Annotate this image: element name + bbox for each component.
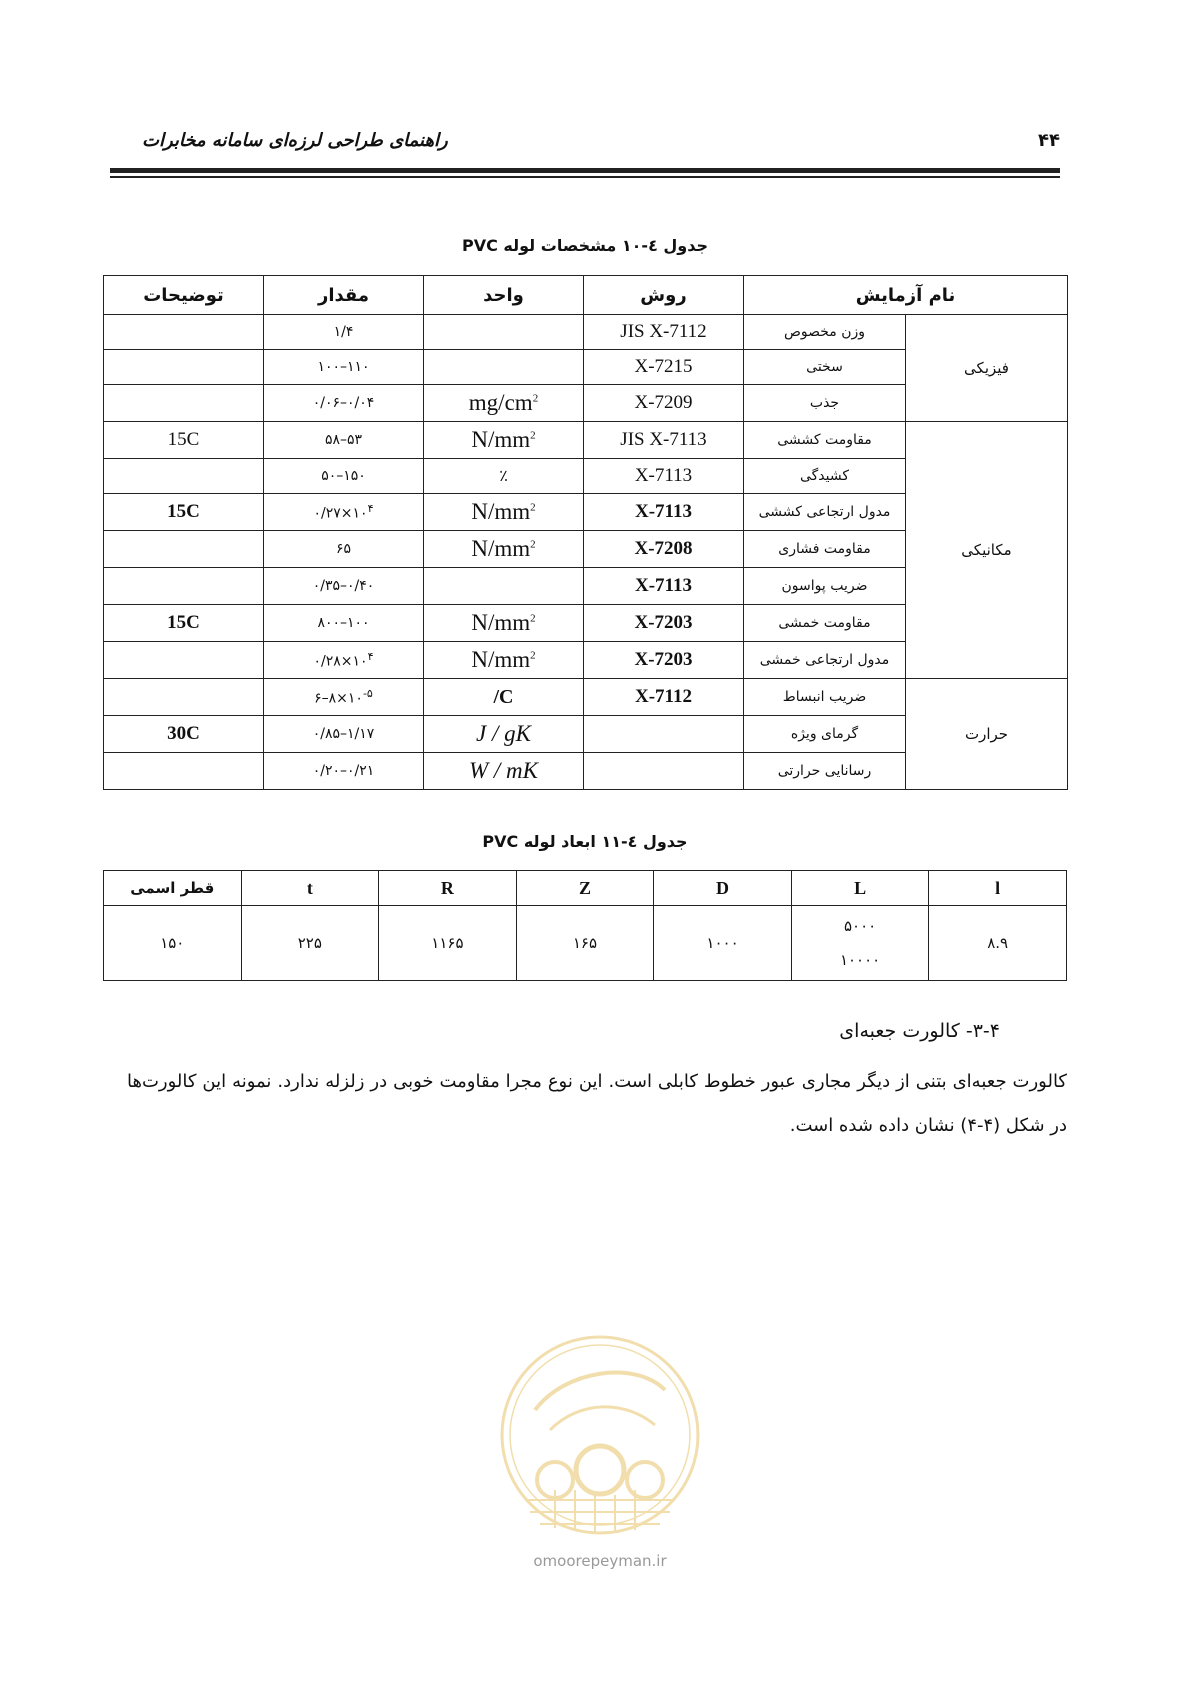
cell-value bbox=[264, 494, 424, 531]
cell-method: X-7215 bbox=[584, 350, 744, 385]
cell-test: مقاومت فشاری bbox=[744, 531, 906, 568]
cell-unit: W / mK bbox=[424, 753, 584, 790]
unit-exponent: 2 bbox=[530, 649, 536, 662]
cell-notes bbox=[104, 642, 264, 679]
cell-test: رسانایی حرارتی bbox=[744, 753, 906, 790]
cell-method: X-7113 bbox=[584, 494, 744, 531]
group-thermal: حرارت bbox=[906, 679, 1068, 790]
cell-notes bbox=[104, 350, 264, 385]
header-method: روش bbox=[584, 276, 744, 315]
header-rule-thick bbox=[110, 168, 1060, 173]
cell-value: ۰/۳۵–۰/۴۰ bbox=[264, 568, 424, 605]
table-row bbox=[104, 422, 1068, 459]
cell-unit bbox=[424, 531, 584, 568]
cell-t: ۲۲۵ bbox=[241, 906, 379, 981]
unit-text: N/mm bbox=[471, 427, 531, 452]
header-nominal-diameter: قطر اسمی bbox=[104, 871, 242, 906]
cell-test: گرمای ویژه bbox=[744, 716, 906, 753]
cell-l-value-1: ۵۰۰۰ bbox=[843, 917, 877, 935]
cell-method bbox=[584, 753, 744, 790]
cell-z: ۱۶۵ bbox=[516, 906, 654, 981]
book-title: راهنمای طراحی لرزه‌ای سامانه مخابرات bbox=[142, 130, 448, 151]
pvc-dimensions-table bbox=[103, 870, 1067, 981]
cell-method: X-7209 bbox=[584, 385, 744, 422]
cell-notes bbox=[104, 679, 264, 716]
cell-notes: 15C bbox=[104, 422, 264, 459]
header-z: Z bbox=[516, 871, 654, 906]
cell-notes bbox=[104, 385, 264, 422]
header-t: t bbox=[241, 871, 379, 906]
section-heading: ۳-۴- کالورت جعبه‌ای bbox=[839, 1020, 1000, 1042]
section-paragraph: کالورت جعبه‌ای بتنی از دیگر مجاری عبور خطوط کابلی است. این نوع مجرا مقاومت خوبی در زلزله ندارد. نمونه این کالورت‌ها در شکل (۴-۴) نشان داده شده است. bbox=[127, 1071, 1067, 1136]
header-notes: توضیحات bbox=[104, 276, 264, 315]
page-header bbox=[110, 120, 1060, 160]
unit-text: mg/cm bbox=[468, 390, 533, 415]
unit-text: N/mm bbox=[471, 499, 531, 524]
cell-unit: J / gK bbox=[424, 716, 584, 753]
unit-exponent: 2 bbox=[530, 612, 536, 625]
cell-test: مدول ارتجاعی خمشی bbox=[744, 642, 906, 679]
cell-notes bbox=[104, 753, 264, 790]
cell-test: ضریب پواسون bbox=[744, 568, 906, 605]
cell-method: JIS X-7113 bbox=[584, 422, 744, 459]
cell-test: ضریب انبساط bbox=[744, 679, 906, 716]
cell-test: سختی bbox=[744, 350, 906, 385]
cell-notes: 15C bbox=[104, 494, 264, 531]
cell-unit bbox=[424, 568, 584, 605]
cell-value: ۱/۴ bbox=[264, 315, 424, 350]
cell-method bbox=[584, 716, 744, 753]
cell-method: X-7203 bbox=[584, 642, 744, 679]
cell-unit bbox=[424, 422, 584, 459]
table-row bbox=[104, 906, 1067, 981]
cell-unit bbox=[424, 385, 584, 422]
cell-notes: 15C bbox=[104, 605, 264, 642]
cell-test: جذب bbox=[744, 385, 906, 422]
cell-method: X-7208 bbox=[584, 531, 744, 568]
cell-method: X-7113 bbox=[584, 568, 744, 605]
unit-exponent: 2 bbox=[532, 392, 539, 405]
pvc-specs-table bbox=[103, 275, 1068, 790]
cell-notes: 30C bbox=[104, 716, 264, 753]
group-physical: فیزیکی bbox=[906, 315, 1068, 422]
cell-notes bbox=[104, 531, 264, 568]
cell-value: ۵۰–۱۵۰ bbox=[264, 459, 424, 494]
cell-test: مقاومت کششی bbox=[744, 422, 906, 459]
table1-caption: جدول ٤-١٠ مشخصات لوله PVC bbox=[462, 236, 708, 255]
value-text: ۰/۲۷×۱۰ bbox=[313, 505, 368, 522]
group-mechanical: مکانیکی bbox=[906, 422, 1068, 679]
cell-unit bbox=[424, 605, 584, 642]
cell-notes bbox=[104, 315, 264, 350]
cell-r: ۱۱۶۵ bbox=[379, 906, 517, 981]
table-row bbox=[104, 679, 1068, 716]
value-text: ۰/۲۸×۱۰ bbox=[313, 653, 368, 670]
unit-exponent: 2 bbox=[530, 538, 536, 551]
cell-nominal-diameter: ۱۵۰ bbox=[104, 906, 242, 981]
header-test: نام آزمایش bbox=[744, 276, 1068, 315]
cell-l-lower: ۸.۹ bbox=[929, 906, 1067, 981]
unit-exponent: 2 bbox=[530, 501, 536, 514]
table-row bbox=[104, 315, 1068, 350]
cell-test: کشیدگی bbox=[744, 459, 906, 494]
cell-unit: ٪ bbox=[424, 459, 584, 494]
watermark-logo-icon bbox=[495, 1330, 705, 1580]
value-text: ۶–۸×۱۰ bbox=[314, 690, 363, 707]
cell-d: ۱۰۰۰ bbox=[654, 906, 792, 981]
header-rule-thin bbox=[110, 176, 1060, 178]
page-number: ۴۴ bbox=[1038, 130, 1060, 151]
header-r: R bbox=[379, 871, 517, 906]
cell-test: مدول ارتجاعی کششی bbox=[744, 494, 906, 531]
unit-text: N/mm bbox=[471, 536, 531, 561]
cell-value: ۵۸–۵۳ bbox=[264, 422, 424, 459]
cell-unit: /C bbox=[424, 679, 584, 716]
value-exponent: ۴ bbox=[367, 650, 374, 664]
unit-text: N/mm bbox=[471, 610, 531, 635]
header-l-upper: L bbox=[791, 871, 929, 906]
value-exponent: -۵ bbox=[362, 687, 373, 701]
cell-l-upper bbox=[791, 906, 929, 981]
cell-value: ۸۰۰–۱۰۰ bbox=[264, 605, 424, 642]
header-unit: واحد bbox=[424, 276, 584, 315]
cell-value: ۶۵ bbox=[264, 531, 424, 568]
cell-unit bbox=[424, 494, 584, 531]
cell-method: X-7113 bbox=[584, 459, 744, 494]
cell-method: JIS X-7112 bbox=[584, 315, 744, 350]
cell-value: ۱۰۰–۱۱۰ bbox=[264, 350, 424, 385]
cell-test: مقاومت خمشی bbox=[744, 605, 906, 642]
cell-unit bbox=[424, 315, 584, 350]
cell-unit bbox=[424, 350, 584, 385]
cell-method: X-7203 bbox=[584, 605, 744, 642]
cell-notes bbox=[104, 568, 264, 605]
unit-text: N/mm bbox=[471, 647, 531, 672]
cell-value: ۰/۰۶–۰/۰۴ bbox=[264, 385, 424, 422]
header-d: D bbox=[654, 871, 792, 906]
cell-unit bbox=[424, 642, 584, 679]
header-value: مقدار bbox=[264, 276, 424, 315]
cell-value: ۰/۸۵–۱/۱۷ bbox=[264, 716, 424, 753]
watermark-url: omoorepeyman.ir bbox=[533, 1552, 667, 1570]
cell-l-value-2: ۱۰۰۰۰ bbox=[839, 951, 881, 969]
table2-caption: جدول ٤-١١ ابعاد لوله PVC bbox=[482, 832, 688, 851]
unit-exponent: 2 bbox=[530, 429, 536, 442]
cell-method: X-7112 bbox=[584, 679, 744, 716]
header-l-lower: l bbox=[929, 871, 1067, 906]
value-exponent: ۴ bbox=[367, 502, 374, 516]
cell-value bbox=[264, 679, 424, 716]
cell-notes bbox=[104, 459, 264, 494]
cell-value bbox=[264, 642, 424, 679]
cell-test: وزن مخصوص bbox=[744, 315, 906, 350]
cell-value: ۰/۲۰–۰/۲۱ bbox=[264, 753, 424, 790]
